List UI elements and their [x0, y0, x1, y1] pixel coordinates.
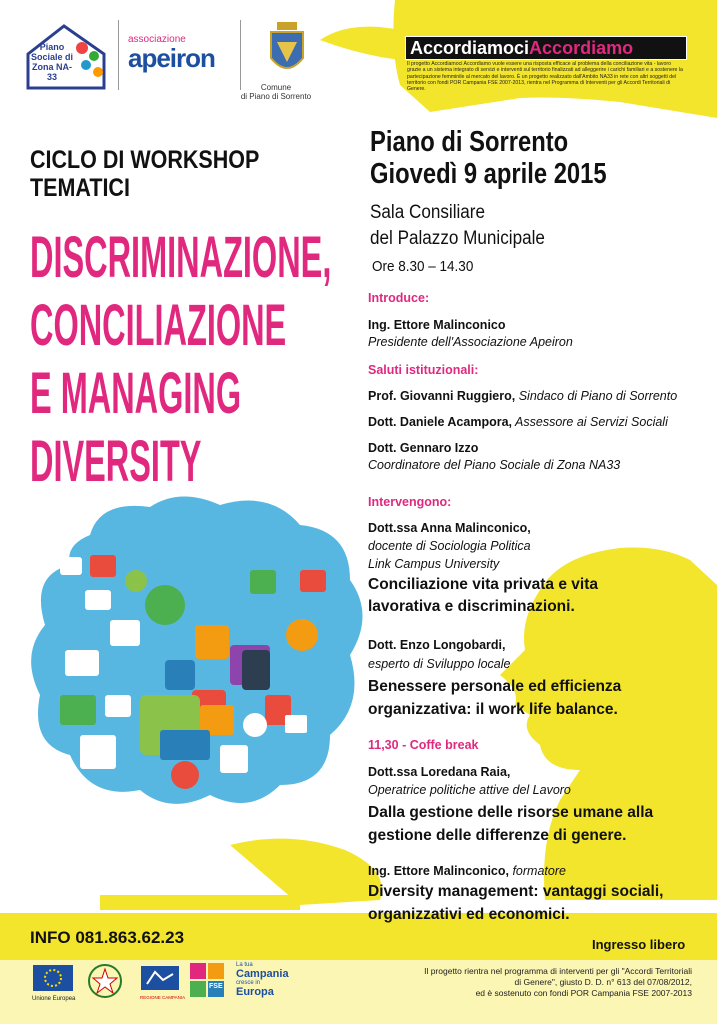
event-venue-2: del Palazzo Municipale	[370, 228, 545, 249]
speaker-3-name: Dott.ssa Loredana Raia,	[368, 765, 511, 779]
fse-icon	[190, 963, 224, 997]
workshop-subtitle	[30, 146, 259, 202]
comune-logo	[236, 22, 316, 112]
speaker-2-talk-1: Benessere personale ed efficienza	[368, 678, 622, 695]
eu-label: Unione Europea	[32, 996, 76, 1002]
fse-label: FSE	[209, 983, 223, 990]
event-venue-1: Sala Consiliare	[370, 202, 486, 223]
campania-line-2: Campania	[236, 968, 289, 980]
title-line-2: CONCILIAZIONE	[30, 293, 287, 358]
speaker-1-talk-1: Conciliazione vita privata e vita	[368, 576, 598, 593]
speaker-4-talk-1: Diversity management: vantaggi sociali,	[368, 883, 664, 900]
apeiron-logo	[128, 34, 238, 84]
intervengono-label: Intervengono:	[368, 495, 452, 509]
speaker-3-role: Operatrice politiche attive del Lavoro	[368, 783, 571, 797]
speaker-2-talk-2: organizzativa: il work life balance.	[368, 701, 618, 718]
main-title	[30, 224, 331, 496]
speaker-1-role-2: Link Campus University	[368, 557, 500, 571]
speaker-4-name: Ing. Ettore Malinconico,	[368, 864, 509, 878]
note-line-2: di Genere", giusto D. D. n° 613 del 07/08/2012,	[514, 977, 692, 987]
italy-emblem	[88, 963, 122, 1004]
saluti-2-name: Dott. Daniele Acampora,	[368, 415, 513, 429]
accordiamoci-banner	[405, 36, 687, 60]
info-phone: INFO 081.863.62.23	[30, 928, 185, 947]
speaker-3-talk-2: gestione delle differenze di genere.	[368, 827, 627, 844]
apeiron-name: apeiron	[128, 43, 215, 73]
apeiron-small-text: associazione	[128, 34, 186, 45]
speaker-4-role: formatore	[508, 864, 566, 878]
speaker-1-talk-2: lavorativa e discriminazioni.	[368, 598, 575, 615]
saluti-1	[368, 388, 677, 405]
saluti-3-name: Dott. Gennaro Izzo	[368, 441, 479, 455]
speaker-1-name: Dott.ssa Anna Malinconico,	[368, 521, 531, 535]
accordiamoci-text: Il progetto Accordiamoci Accordiamo vuole essere una risposta efficace al problema della conciliazione vita - lavoro grazie a un sistema integrato di servizi e interventi sul territorio finalizzati ad alleggerire i carichi familiari e a sostenere la partecipazione femminile al mercato del lavoro. È un progetto realizzato dall'Ambito NA33 in rete con altri soggetti del territorio con fondi POR Campania FSE 2007-2013, rientra nel Programma di Interventi per gli Accordi Territoriali di Genere.	[407, 61, 683, 93]
regione-icon	[141, 966, 179, 990]
crest-icon	[269, 22, 305, 78]
event-date: Giovedì 9 aprile 2015	[370, 158, 607, 190]
comune-text-1: Comune	[260, 83, 292, 92]
title-line-4: DIVERSITY	[30, 429, 202, 494]
campania-line-4: Europa	[236, 986, 274, 998]
campania-line-1: La tua	[236, 962, 253, 968]
speaker-4-talk-2: organizzativi ed economici.	[368, 906, 570, 923]
saluti-label: Saluti istituzionali:	[368, 363, 479, 377]
subtitle-line-1: CICLO DI WORKSHOP	[30, 146, 260, 174]
intro-role: Presidente dell'Associazione Apeiron	[368, 335, 573, 349]
accordiamoci-title-b: Accordiamo	[529, 38, 634, 58]
speaker-3-talk-1: Dalla gestione delle risorse umane alla	[368, 804, 654, 821]
coffee-break: 11,30 - Coffe break	[368, 738, 479, 752]
speaker-2-role: esperto di Sviluppo locale	[368, 657, 511, 671]
campania-europa-logo	[236, 962, 316, 998]
divider	[118, 20, 119, 90]
event-time: Ore 8.30 – 14.30	[372, 258, 474, 275]
title-line-3: E MANAGING	[30, 361, 242, 426]
accordiamoci-title-a: Accordiamoci	[410, 38, 530, 58]
regione-logo	[140, 966, 186, 1000]
saluti-3-role: Coordinatore del Piano Sociale di Zona NA33	[368, 458, 621, 472]
funding-note	[380, 966, 692, 999]
event-place: Piano di Sorrento	[370, 126, 569, 158]
saluti-2	[368, 414, 668, 431]
introduce-label: Introduce:	[368, 291, 430, 305]
saluti-1-role: Sindaco di Piano di Sorrento	[515, 389, 678, 403]
comune-text-2: di Piano di Sorrento	[240, 92, 312, 101]
fse-logo	[190, 963, 224, 997]
regione-label: REGIONE CAMPANIA	[140, 995, 186, 1000]
campania-line-3: cresce in	[236, 980, 261, 986]
ingresso-libero: Ingresso libero	[592, 937, 686, 952]
cloud-illustration	[30, 495, 370, 815]
subtitle-line-2: TEMATICI	[30, 174, 130, 202]
intro-name: Ing. Ettore Malinconico	[368, 318, 506, 332]
eu-flag-icon	[33, 965, 73, 991]
saluti-2-role: Assessore ai Servizi Sociali	[512, 415, 668, 429]
piano-sociale-logo	[24, 20, 110, 90]
note-line-1: Il progetto rientra nel programma di interventi per gli "Accordi Territoriali	[424, 966, 692, 976]
star-emblem-icon	[88, 963, 122, 999]
eu-logo	[32, 965, 74, 1002]
saluti-1-name: Prof. Giovanni Ruggiero,	[368, 389, 516, 403]
speaker-4	[368, 863, 566, 880]
speaker-2-name: Dott. Enzo Longobardi,	[368, 638, 506, 652]
note-line-3: ed è sostenuto con fondi POR Campania FSE 2007-2013	[475, 988, 692, 998]
speaker-1-role-1: docente di Sociologia Politica	[368, 539, 531, 553]
piano-sociale-text: Piano Sociale di Zona NA-33	[30, 42, 74, 82]
title-line-1: DISCRIMINAZIONE,	[30, 225, 332, 290]
